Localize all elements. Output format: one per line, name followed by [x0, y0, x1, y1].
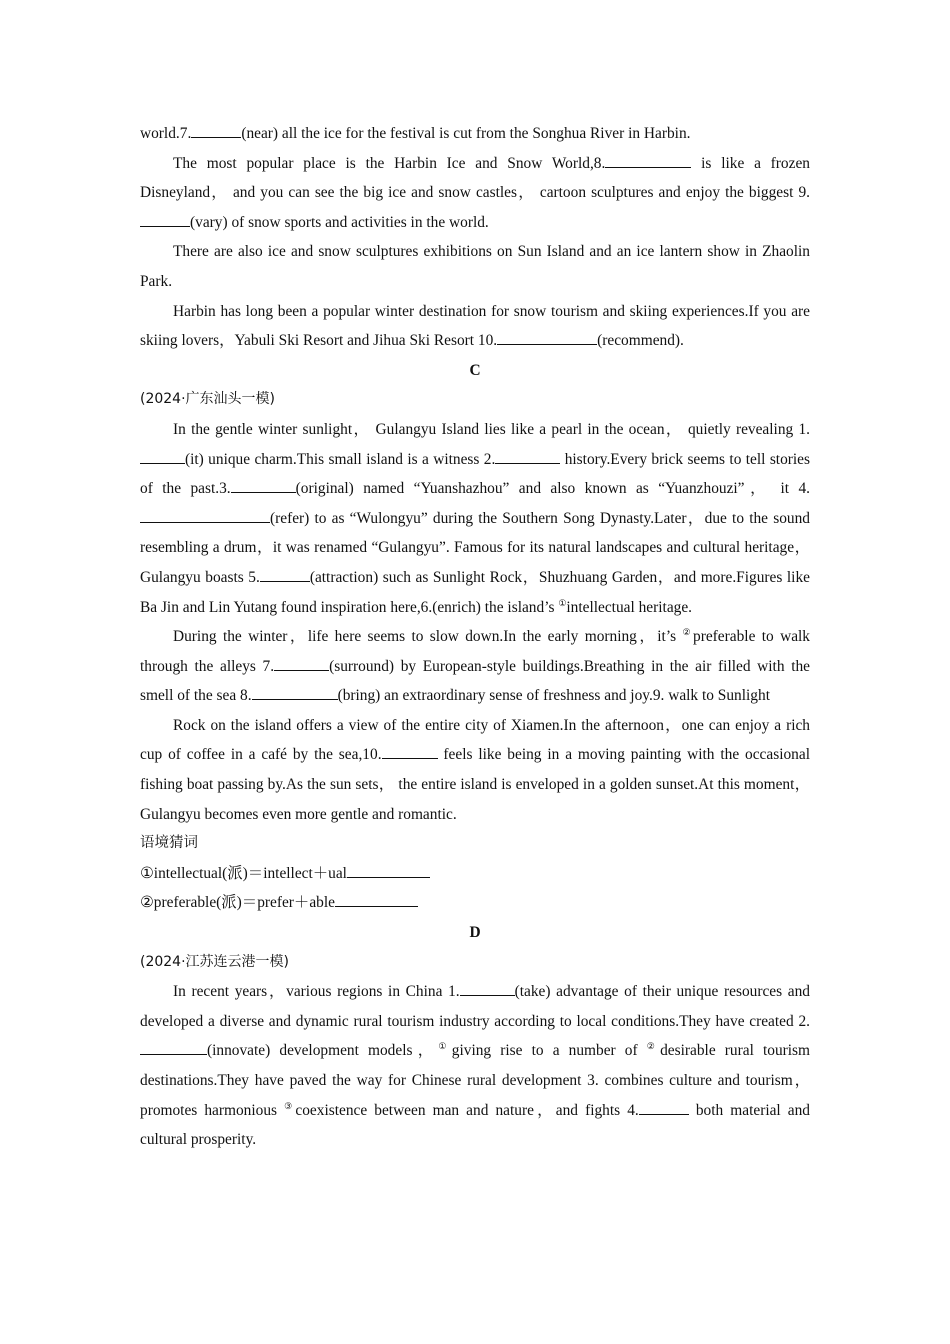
text: (surround) by European-style buildings.Breathing in the air filled with the smell of the sea 8.: [140, 657, 810, 705]
source-d: (2024·江苏连云港一模): [140, 953, 290, 970]
paragraph-b-sun-island: There are also ice and snow sculptures exhibitions on Sun Island and an ice lantern show in Zhaolin Park.: [140, 243, 810, 290]
blank-c3[interactable]: [231, 475, 296, 493]
text: (bring) an extraordinary sense of freshness and joy.9. walk to Sunlight: [337, 687, 770, 705]
text: intellectual heritage.: [566, 598, 693, 616]
paragraph-c-gulangyu: [140, 415, 810, 622]
text: In recent years，various regions in China 1.: [173, 983, 460, 1001]
text: The most popular place is the Harbin Ice and Snow World,8.: [173, 154, 606, 172]
marker-2: ②: [682, 627, 694, 638]
text: Rock on the island offers a view of the entire city of Xiamen.In the afternoon，one can enjoy a rich cup of coffee in a café by the sea,10.: [140, 716, 810, 764]
blank-b8[interactable]: [605, 150, 691, 168]
blank-b9[interactable]: [140, 209, 190, 227]
text: (attraction) such as Sunlight Rock，Shuzhuang Garden，and more.Figures like Ba Jin and Lin Yutang found inspiration here,6.(enrich) the island’s: [140, 568, 810, 616]
text: giving rise to a number of: [451, 1042, 647, 1060]
guess-word-1: [140, 859, 810, 889]
marker-1: ①: [558, 597, 567, 608]
text: desirable rural tourism destinations.They have paved the way for Chinese rural development 3. combines culture and tourism，promotes harmonious: [140, 1042, 810, 1119]
paragraph-d-rural-tourism: [140, 977, 810, 1155]
text: (vary) of snow sports and activities in the world.: [190, 213, 489, 231]
blank-d4[interactable]: [639, 1097, 689, 1115]
marker-2: ②: [646, 1041, 661, 1052]
text: ①intellectual(派)＝intellect＋ual: [140, 864, 347, 882]
blank-c7[interactable]: [274, 653, 329, 671]
paragraph-b-harbin-ice-world: [140, 149, 810, 238]
guess-words-title: 语境猜词: [140, 835, 198, 852]
blank-d1[interactable]: [460, 978, 515, 996]
marker-3: ③: [284, 1100, 296, 1111]
blank-c10[interactable]: [382, 741, 438, 759]
text: is like a frozen Disneyland， and you can see the big ice and snow castles， cartoon sculptures and enjoy the biggest 9.: [140, 154, 810, 202]
text: Harbin has long been a popular winter destination for snow tourism and skiing experiences.If you are skiing lovers，Yabuli Ski Resort and Jihua Ski Resort 10.: [140, 302, 810, 350]
text: ②preferable(派)＝prefer＋able: [140, 894, 335, 912]
text: (take) advantage of their unique resources and developed a diverse and dynamic rural tourism industry according to local conditions.They have created 2.: [140, 983, 810, 1030]
guess-word-2: [140, 888, 810, 918]
blank-c2[interactable]: [495, 446, 560, 464]
text: (refer) to as “Wulongyu” during the Southern Song Dynasty.Later，due to the sound resembling a drum，it was renamed “Gulangyu”. Famous for its natural landscapes and cultural heritage，Gulangyu boasts 5.: [140, 509, 810, 586]
document-body: [140, 119, 810, 1155]
blank-b7[interactable]: [191, 120, 241, 138]
text: world.7.: [140, 125, 192, 142]
section-heading-c: C: [469, 361, 481, 379]
text: coexistence between man and nature，and fights 4.: [295, 1101, 639, 1119]
blank-guess-1[interactable]: [347, 860, 430, 878]
marker-1: ①: [438, 1041, 452, 1052]
text: history.Every brick seems to tell stories of the past.3.: [140, 450, 811, 498]
blank-b10[interactable]: [497, 327, 597, 345]
text: During the winter，life here seems to slow down.In the early morning，it’s: [173, 628, 683, 646]
blank-c4[interactable]: [140, 505, 270, 523]
paragraph-c-afternoon: [140, 711, 810, 829]
text: (near) all the ice for the festival is cut from the Songhua River in Harbin.: [241, 125, 691, 142]
text: (innovate) development models，: [207, 1042, 439, 1060]
paragraph-b-skiing: [140, 297, 810, 356]
blank-c1[interactable]: [140, 446, 185, 464]
paragraph-b-continued: [140, 119, 810, 149]
paragraph-c-winter: [140, 622, 810, 711]
blank-c5[interactable]: [260, 564, 310, 582]
text: both material and cultural prosperity.: [140, 1101, 810, 1149]
blank-d2[interactable]: [140, 1037, 207, 1055]
text: preferable to walk through the alleys 7.: [140, 628, 810, 675]
text: (original) named “Yuanshazhou” and also known as “Yuanzhouzi”， it 4.: [295, 480, 810, 498]
section-heading-d: D: [469, 924, 481, 942]
text: feels like being in a moving painting with the occasional fishing boat passing by.As the sun sets， the entire island is enveloped in a golden sunset.At this moment，Gulangyu becomes even more gentle and romantic.: [140, 746, 810, 823]
text: In the gentle winter sunlight， Gulangyu Island lies like a pearl in the ocean， quietly revealing 1.: [173, 420, 810, 438]
text: (it) unique charm.This small island is a witness 2.: [185, 450, 496, 468]
text: (recommend).: [597, 332, 684, 350]
blank-c8[interactable]: [252, 682, 338, 700]
blank-guess-2[interactable]: [335, 889, 418, 907]
source-c: (2024·广东汕头一模): [140, 391, 276, 408]
